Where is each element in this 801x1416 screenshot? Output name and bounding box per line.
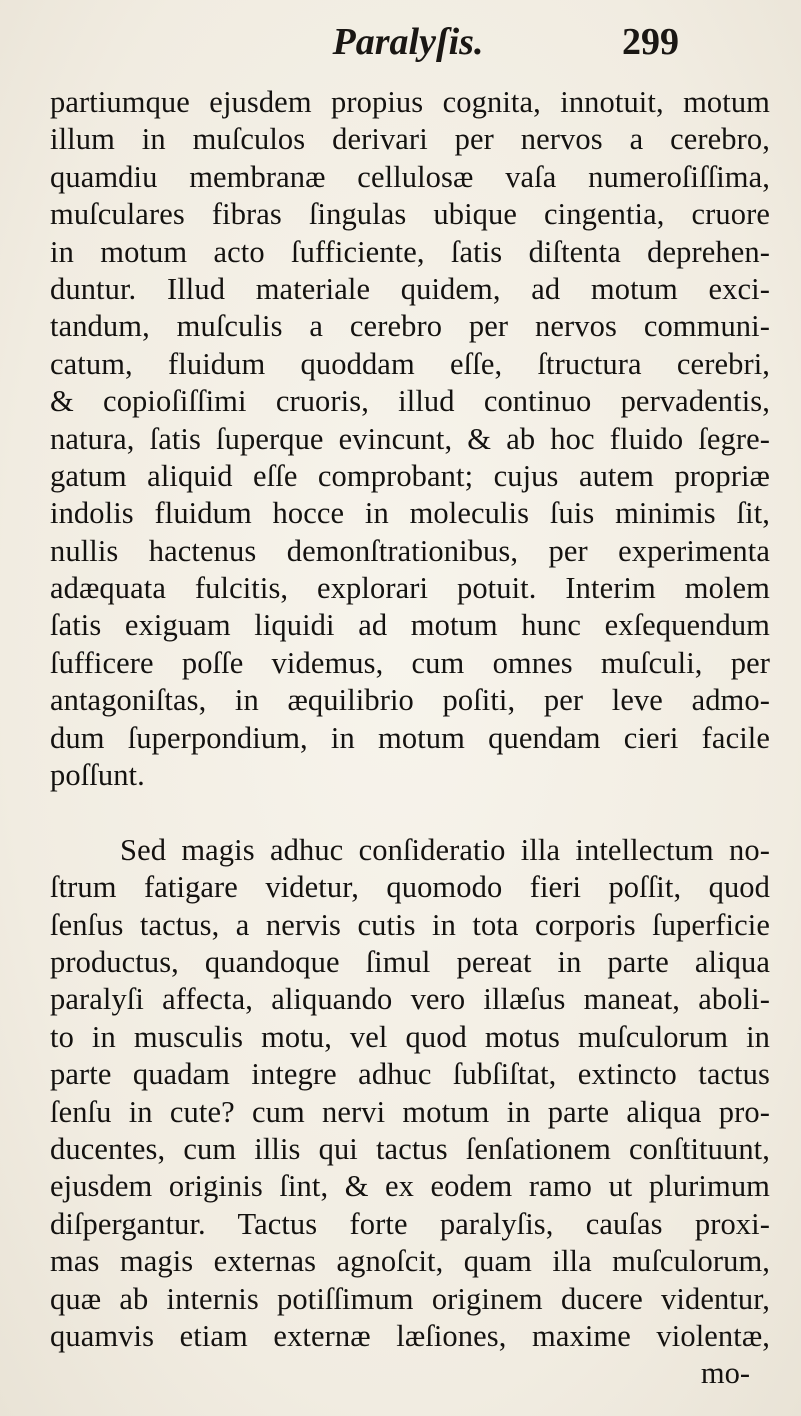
text-line: ſenſu in cute? cum nervi motum in parte aliqua pro- [50,1094,770,1129]
catchword: mo- [700,1356,750,1391]
text-line: adæquata fulcitis, explorari potuit. Interim molem [50,571,770,606]
text-line: ſufficere poſſe videmus, cum omnes muſculi, per [50,645,770,680]
text-line: quamvis etiam externæ læſiones, maxime violentæ, [50,1318,770,1353]
text-line: antagoniſtas, in æquilibrio poſiti, per leve admo- [50,683,770,718]
text-line: parte quadam integre adhuc ſubſiſtat, extincto tactus [50,1057,770,1092]
text-line: catum, fluidum quoddam eſſe, ſtructura cerebri, [50,346,770,381]
text-line: illum in muſculos derivari per nervos a cerebro, [50,122,770,157]
text-line: quamdiu membranæ cellulosæ vaſa numeroſiſſima, [50,159,770,194]
text-line: diſpergantur. Tactus forte paralyſis, cauſas proxi- [50,1206,770,1241]
text-line: quæ ab internis potiſſimum originem ducere videntur, [50,1281,770,1316]
text-line: productus, quandoque ſimul pereat in parte aliqua [50,944,770,979]
running-head [0,14,801,70]
text-line: tandum, muſculis a cerebro per nervos communi- [50,309,770,344]
text-line: paralyſi affecta, aliquando vero illæſus maneat, aboli- [50,982,770,1017]
paragraph-2 [50,832,770,1355]
text-line: to in musculis motu, vel quod motus muſculorum in [50,1019,770,1054]
paragraphs [50,84,770,1355]
text-line: dum ſuperpondium, in motum quendam cieri facile [50,720,770,755]
text-line: duntur. Illud materiale quidem, ad motum exci- [50,271,770,306]
paragraph-gap [50,794,770,831]
running-title: Paralyſis. [332,21,484,63]
paragraph-1 [50,84,770,794]
text-line: natura, ſatis ſuperque evincunt, & ab hoc fluido ſegre- [50,421,770,456]
text-line: mas magis externas agnoſcit, quam illa muſculorum, [50,1244,770,1279]
text-line: & copioſiſſimi cruoris, illud continuo pervadentis, [50,384,770,419]
text-line: ejusdem originis ſint, & ex eodem ramo ut plurimum [50,1169,770,1204]
text-line: indolis fluidum hocce in moleculis ſuis minimis ſit, [50,496,770,531]
text-line: ſatis exiguam liquidi ad motum hunc exſequendum [50,608,770,643]
text-line: ſenſus tactus, a nervis cutis in tota corporis ſuperficie [50,907,770,942]
page-number: 299 [622,21,679,63]
text-line: partiumque ejusdem propius cognita, innotuit, motum [50,85,770,119]
text-line: poſſunt. [50,758,145,793]
text-line: gatum aliquid eſſe comprobant; cujus autem propriæ [50,458,770,493]
text-line: muſculares fibras ſingulas ubique cingentia, cruore [50,197,770,232]
text-line: ſtrum fatigare videtur, quomodo fieri poſſit, quod [50,870,770,905]
text-line: nullis hactenus demonſtrationibus, per experimenta [50,533,770,568]
text-line: in motum acto ſufficiente, ſatis diſtenta deprehen- [50,234,770,269]
body-text [50,84,770,1393]
text-line: ducentes, cum illis qui tactus ſenſationem conſtituunt, [50,1131,770,1166]
text-line: Sed magis adhuc conſideratio illa intellectum no- [120,832,770,867]
